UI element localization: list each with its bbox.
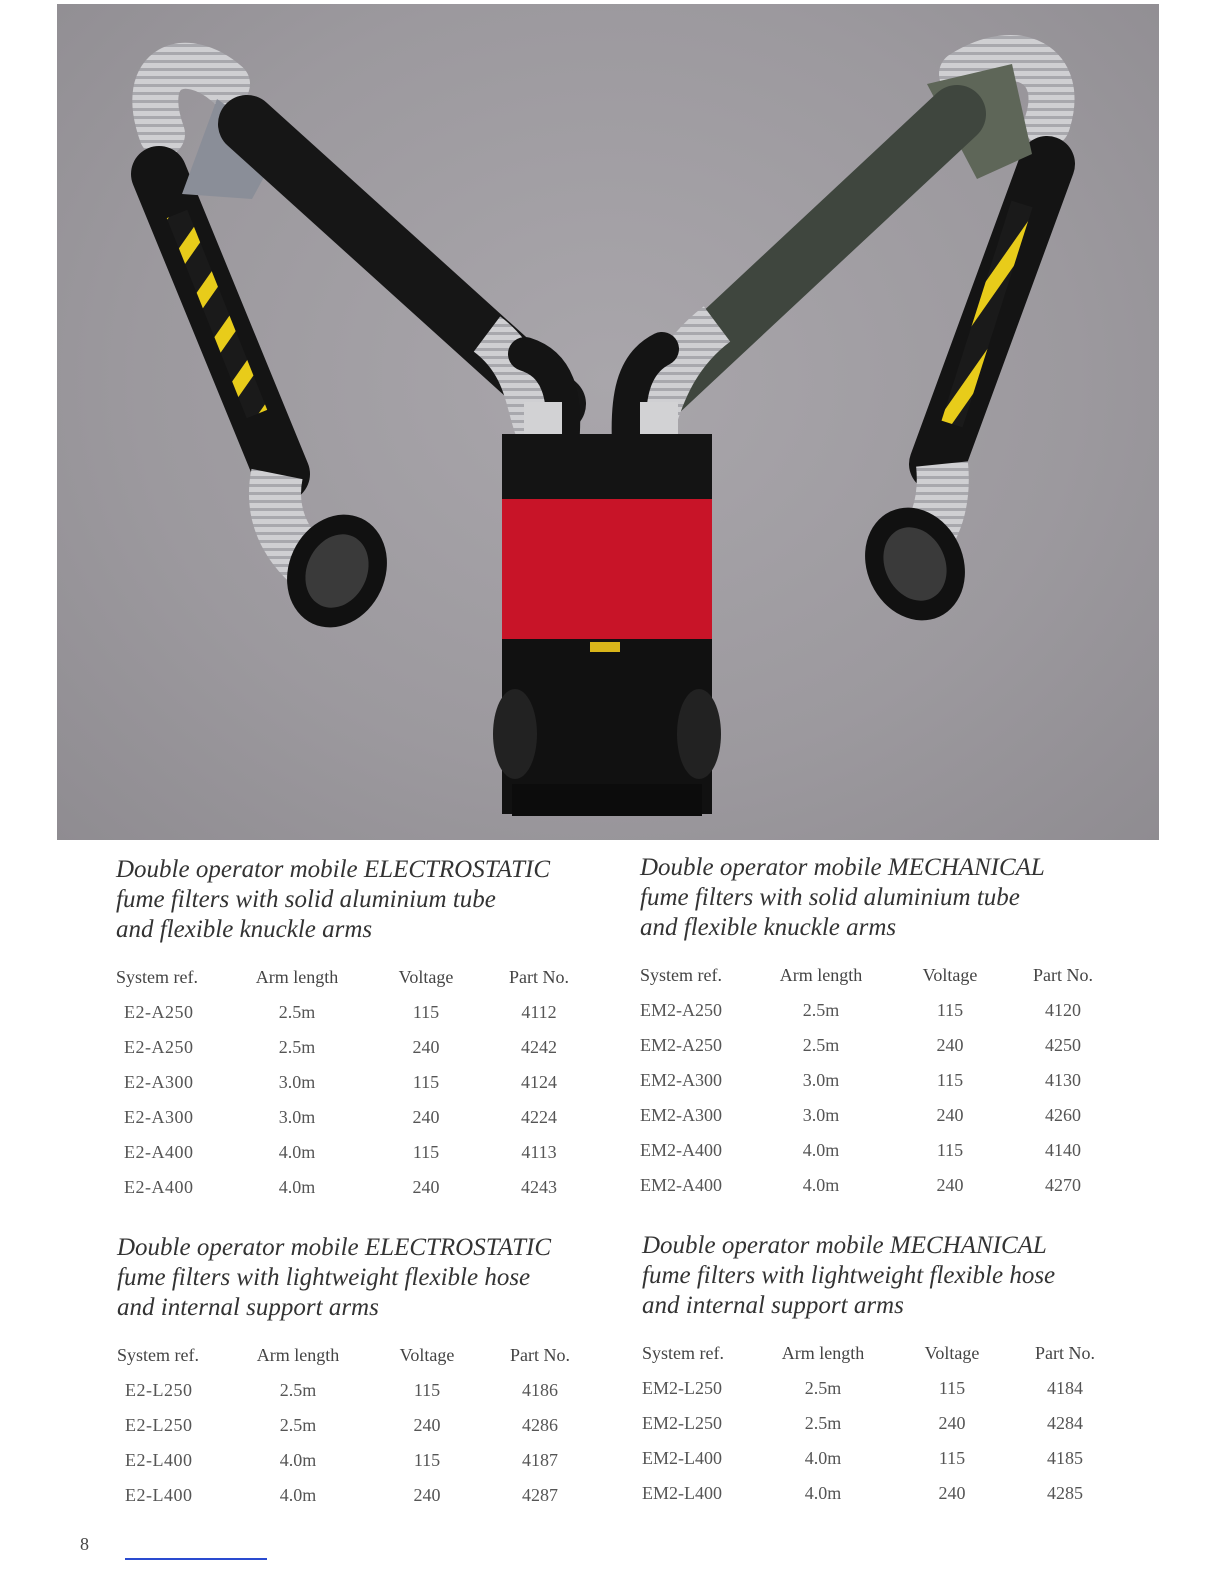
filter-cabinet [493,402,721,816]
section-title [116,855,596,945]
voltage: 115 [936,1140,964,1160]
voltage: 240 [412,1107,440,1127]
part-no: 4187 [522,1450,558,1470]
system-ref: EM2-L250 [642,1413,722,1433]
system-ref: E2-A400 [124,1142,194,1162]
arm-length: 2.5m [279,1415,317,1435]
part-no: 4184 [1047,1378,1083,1398]
product-photo [57,4,1159,840]
part-no: 4130 [1045,1070,1081,1090]
arm-length: 4.0m [279,1450,317,1470]
title-line: Double operator mobile MECHANICAL [640,854,1045,881]
arm-length: 3.0m [802,1070,840,1090]
system-ref: E2-L250 [125,1415,193,1435]
arm-length: 3.0m [278,1107,316,1127]
table-row [640,993,1110,1028]
arm-length: 2.5m [802,1000,840,1020]
section-mechanical-aluminium [640,853,1120,1203]
parts-table [117,1337,587,1513]
column-header: Part No. [1033,964,1093,985]
column-header: Voltage [398,966,454,987]
part-no: 4260 [1045,1105,1081,1125]
fume-filter-illustration [57,4,1159,840]
system-ref: EM2-A300 [640,1070,722,1090]
system-ref: EM2-A400 [640,1175,722,1195]
voltage: 115 [412,1072,440,1092]
title-line: fume filters with solid aluminium tube [640,884,1020,911]
voltage: 115 [412,1142,440,1162]
column-header: System ref. [640,964,722,985]
table-row [642,1441,1112,1476]
title-line: and flexible knuckle arms [640,914,897,941]
column-header: Part No. [510,1344,570,1365]
system-ref: EM2-A400 [640,1140,722,1160]
system-ref: E2-A250 [124,1037,194,1057]
voltage: 240 [412,1177,440,1197]
table-row [642,1406,1112,1441]
arm-length: 4.0m [278,1177,316,1197]
system-ref: E2-A300 [124,1107,194,1127]
system-ref: E2-L250 [125,1380,193,1400]
title-line: fume filters with solid aluminium tube [116,886,496,913]
section-title [642,1231,1122,1321]
column-header: Arm length [256,1344,340,1365]
parts-table [116,959,586,1205]
table-header-row [116,959,586,995]
table-row [116,1030,586,1065]
column-header: Voltage [399,1344,455,1365]
table-row [640,1133,1110,1168]
part-no: 4140 [1045,1140,1081,1160]
title-line: Double operator mobile ELECTROSTATIC [117,1234,552,1261]
arm-length: 2.5m [278,1002,316,1022]
arm-length: 3.0m [278,1072,316,1092]
voltage: 240 [413,1415,441,1435]
column-header: Arm length [255,966,339,987]
title-line: and flexible knuckle arms [116,916,373,943]
system-ref: EM2-L400 [642,1448,722,1468]
voltage: 240 [936,1035,964,1055]
part-no: 4186 [522,1380,558,1400]
part-no: 4113 [521,1142,557,1162]
part-no: 4112 [521,1002,557,1022]
title-line: Double operator mobile MECHANICAL [642,1232,1047,1259]
voltage: 115 [938,1378,966,1398]
table-row [642,1371,1112,1406]
table-row [116,1170,586,1205]
voltage: 115 [936,1000,964,1020]
table-header-row [117,1337,587,1373]
part-no: 4224 [521,1107,557,1127]
system-ref: EM2-L250 [642,1378,722,1398]
voltage: 115 [412,1002,440,1022]
voltage: 240 [936,1175,964,1195]
table-row [117,1478,587,1513]
title-line: and internal support arms [117,1294,379,1321]
part-no: 4243 [521,1177,557,1197]
voltage: 240 [412,1037,440,1057]
voltage: 115 [938,1448,966,1468]
part-no: 4185 [1047,1448,1083,1468]
column-header: System ref. [642,1342,724,1363]
parts-table [640,957,1110,1203]
voltage: 115 [413,1450,441,1470]
arm-length: 4.0m [802,1175,840,1195]
title-line: fume filters with lightweight flexible hose [117,1264,531,1291]
section-electrostatic-flexible [117,1233,597,1513]
part-no: 4270 [1045,1175,1081,1195]
section-mechanical-flexible [642,1231,1122,1511]
arm-length: 4.0m [802,1140,840,1160]
part-no: 4287 [522,1485,558,1505]
footer-rule [125,1558,267,1560]
arm-length: 2.5m [802,1035,840,1055]
table-row [640,1063,1110,1098]
voltage: 240 [938,1413,966,1433]
section-title [640,853,1120,943]
column-header: Arm length [779,964,863,985]
part-no: 4284 [1047,1413,1083,1433]
title-line: fume filters with lightweight flexible hose [642,1262,1056,1289]
table-header-row [642,1335,1112,1371]
section-title [117,1233,597,1323]
column-header: Voltage [922,964,978,985]
column-header: Part No. [509,966,569,987]
section-electrostatic-aluminium [116,855,596,1205]
part-no: 4285 [1047,1483,1083,1503]
parts-table [642,1335,1112,1511]
table-row [642,1476,1112,1511]
table-header-row [640,957,1110,993]
arm-length: 2.5m [804,1413,842,1433]
part-no: 4286 [522,1415,558,1435]
arm-length: 2.5m [804,1378,842,1398]
arm-length: 4.0m [804,1483,842,1503]
table-row [117,1408,587,1443]
system-ref: EM2-A300 [640,1105,722,1125]
table-row [640,1028,1110,1063]
column-header: System ref. [116,966,198,987]
part-no: 4250 [1045,1035,1081,1055]
part-no: 4120 [1045,1000,1081,1020]
voltage: 240 [938,1483,966,1503]
table-row [116,1065,586,1100]
title-line: Double operator mobile ELECTROSTATIC [116,856,551,883]
column-header: Part No. [1035,1342,1095,1363]
arm-length: 4.0m [278,1142,316,1162]
voltage: 240 [936,1105,964,1125]
system-ref: E2-L400 [125,1485,193,1505]
table-row [117,1373,587,1408]
voltage: 115 [936,1070,964,1090]
system-ref: E2-L400 [125,1450,193,1470]
table-row [640,1098,1110,1133]
table-row [116,1100,586,1135]
table-row [117,1443,587,1478]
part-no: 4124 [521,1072,557,1092]
system-ref: E2-A300 [124,1072,194,1092]
voltage: 115 [413,1380,441,1400]
arm-length: 4.0m [804,1448,842,1468]
page-number: 8 [80,1534,89,1554]
arm-length: 4.0m [279,1485,317,1505]
arm-length: 2.5m [278,1037,316,1057]
system-ref: EM2-A250 [640,1000,722,1020]
arm-length: 3.0m [802,1105,840,1125]
column-header: Arm length [781,1342,865,1363]
arm-length: 2.5m [279,1380,317,1400]
table-row [640,1168,1110,1203]
table-row [116,995,586,1030]
part-no: 4242 [521,1037,557,1057]
column-header: System ref. [117,1344,199,1365]
system-ref: EM2-A250 [640,1035,722,1055]
title-line: and internal support arms [642,1292,904,1319]
column-header: Voltage [924,1342,980,1363]
system-ref: E2-A250 [124,1002,194,1022]
table-row [116,1135,586,1170]
voltage: 240 [413,1485,441,1505]
system-ref: E2-A400 [124,1177,194,1197]
system-ref: EM2-L400 [642,1483,722,1503]
